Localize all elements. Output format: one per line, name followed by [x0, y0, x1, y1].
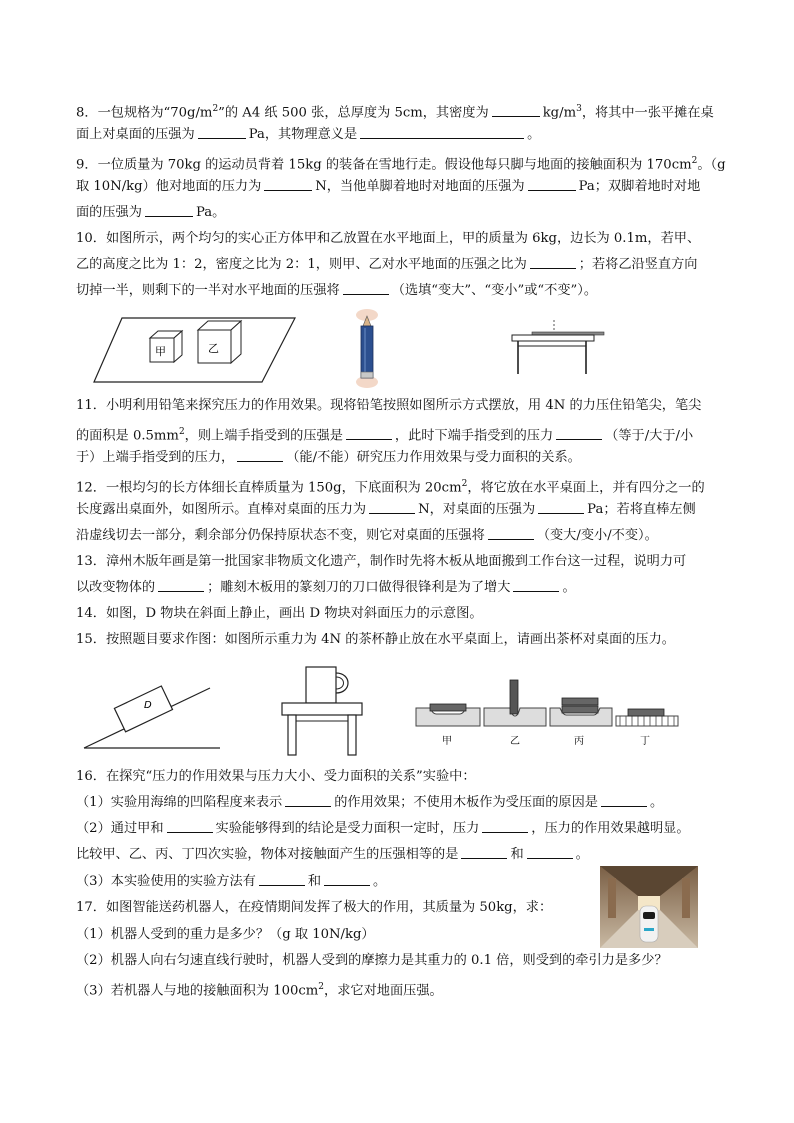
- q9-line3: 面的压强为 Pa。: [76, 205, 226, 220]
- q16-line1: 16．在探究“压力的作用效果与压力大小、受力面积的关系”实验中：: [76, 769, 476, 784]
- q16-part1: （1）实验用海绵的凹陷程度来表示 的作用效果；不使用木板作为受压面的原因是 。: [76, 795, 664, 810]
- answer-blank[interactable]: [145, 204, 193, 217]
- answer-blank[interactable]: [285, 794, 331, 807]
- q12-line3: 沿虚线切去一部分，剩余部分仍保持原状态不变，则它对桌面的压强将 （变大/变小/不变）。: [76, 528, 658, 543]
- answer-blank[interactable]: [492, 104, 540, 117]
- answer-blank[interactable]: [198, 126, 246, 139]
- q17-part3: （3）若机器人与地的接触面积为 $100cm^2$，求它对地面压强。: [76, 982, 443, 999]
- answer-blank[interactable]: [158, 579, 204, 592]
- q16-part2: （2）通过甲和 实验能够得到的结论是受力面积一定时，压力 ，压力的作用效果越明显。: [76, 821, 690, 836]
- answer-blank[interactable]: [237, 449, 283, 462]
- q8-line2: 面上对桌面的压强为 Pa，其物理意义是 。: [76, 127, 541, 142]
- answer-blank[interactable]: [530, 256, 576, 269]
- answer-blank[interactable]: [324, 873, 370, 886]
- rod-on-table-figure: [508, 318, 608, 376]
- answer-blank[interactable]: [264, 178, 312, 191]
- cubes-on-ground-figure: [90, 310, 300, 386]
- delivery-robot-photo: [600, 866, 698, 948]
- answer-blank[interactable]: [528, 178, 576, 191]
- q10-line2: 乙的高度之比为 1：2，密度之比为 2：1，则甲、乙对水平地面的压强之比为 ；若将乙沿竖直方向: [76, 257, 698, 272]
- answer-blank[interactable]: [461, 846, 507, 859]
- label-d: D: [144, 700, 152, 711]
- q16-part2-line2: 比较甲、乙、丙、丁四次实验，物体对接触面产生的压强相等的是 和 。: [76, 847, 589, 862]
- answer-blank[interactable]: [488, 527, 534, 540]
- q14-text: 14．如图，D 物块在斜面上静止，画出 D 物块对斜面压力的示意图。: [76, 606, 483, 621]
- label-ding: 丁: [640, 736, 650, 747]
- answer-blank[interactable]: [527, 846, 573, 859]
- q8-line1: 8．一包规格为“$70g/m^2$”的 A4 纸 500 张，总厚度为 5cm，其密度为 $kg/m^3$，将其中一张平摊在桌: [76, 104, 714, 121]
- q12-line2: 长度露出桌面外，如图所示。直棒对桌面的压力为 N，对桌面的压强为 Pa；若将直棒左侧: [76, 502, 696, 517]
- q10-line1: 10．如图所示，两个均匀的实心正方体甲和乙放置在水平地面上，甲的质量为 6kg，边长为 0.1m，若甲、: [76, 231, 701, 246]
- q13-line1: 13．漳州木版年画是第一批国家非物质文化遗产，制作时先将木板从地面搬到工作台这一过程，说明力可: [76, 554, 687, 569]
- q16-part3: （3）本实验使用的实验方法有 和 。: [76, 874, 387, 889]
- answer-blank[interactable]: [259, 873, 305, 886]
- sponge-experiment-figure: [414, 672, 682, 750]
- answer-blank[interactable]: [369, 501, 415, 514]
- answer-blank[interactable]: [346, 427, 392, 440]
- label-yi-2: 乙: [510, 736, 520, 747]
- answer-blank[interactable]: [482, 820, 528, 833]
- q11-line2: 的面积是 $0.5mm^2$，则上端手指受到的压强是 ，此时下端手指受到的压力 （等于/大于/小: [76, 427, 694, 444]
- q17-line1: 17．如图智能送药机器人，在疫情期间发挥了极大的作用，其质量为 50kg，求：: [76, 900, 553, 915]
- label-yi: 乙: [208, 342, 219, 355]
- q17-part2: （2）机器人向右匀速直线行驶时，机器人受到的摩擦力是其重力的 0.1 倍，则受到的牵引力是多少？: [76, 953, 668, 968]
- q10-line3: 切掉一半，则剩下的一半对水平地面的压强将 （选填“变大”、“变小”或“不变”）。: [76, 283, 598, 298]
- answer-blank[interactable]: [167, 820, 213, 833]
- incline-block-figure: [82, 660, 227, 752]
- q11-line3: 于）上端手指受到的压力， （能/不能）研究压力作用效果与受力面积的关系。: [76, 450, 581, 465]
- answer-blank[interactable]: [343, 282, 389, 295]
- pencil-fingers-figure: [352, 308, 382, 388]
- answer-blank[interactable]: [360, 126, 524, 139]
- answer-blank[interactable]: [601, 794, 647, 807]
- answer-blank[interactable]: [556, 427, 602, 440]
- q13-line2: 以改变物体的 ；雕刻木板用的篆刻刀的刀口做得很锋利是为了增大 。: [76, 580, 576, 595]
- label-jia-2: 甲: [442, 736, 452, 747]
- q12-line1: 12．一根均匀的长方体细长直棒质量为 150g，下底面积为 $20cm^2$，将它放在水平桌面上，并有四分之一的: [76, 479, 705, 496]
- q11-line1: 11．小明利用铅笔来探究压力的作用效果。现将铅笔按照如图所示方式摆放，用 4N 的力压住铅笔尖，笔尖: [76, 398, 702, 413]
- q9-line2: 取 10N/kg）他对地面的压力为 N，当他单脚着地时对地面的压强为 Pa；双脚着地时对地: [76, 179, 701, 194]
- teacup-on-table-figure: [278, 663, 366, 759]
- q17-part1: （1）机器人受到的重力是多少？（g 取 10N/kg）: [76, 927, 375, 942]
- answer-blank[interactable]: [538, 501, 584, 514]
- label-jia: 甲: [155, 345, 166, 358]
- q15-text: 15．按照题目要求作图：如图所示重力为 4N 的茶杯静止放在水平桌面上，请画出茶杯对桌面的压力。: [76, 632, 675, 647]
- q9-line1: 9．一位质量为 70kg 的运动员背着 15kg 的装备在雪地行走。假设他每只脚与地面的接触面积为 $170cm^2$。（g: [76, 156, 726, 173]
- label-bing: 丙: [574, 736, 584, 747]
- answer-blank[interactable]: [513, 579, 559, 592]
